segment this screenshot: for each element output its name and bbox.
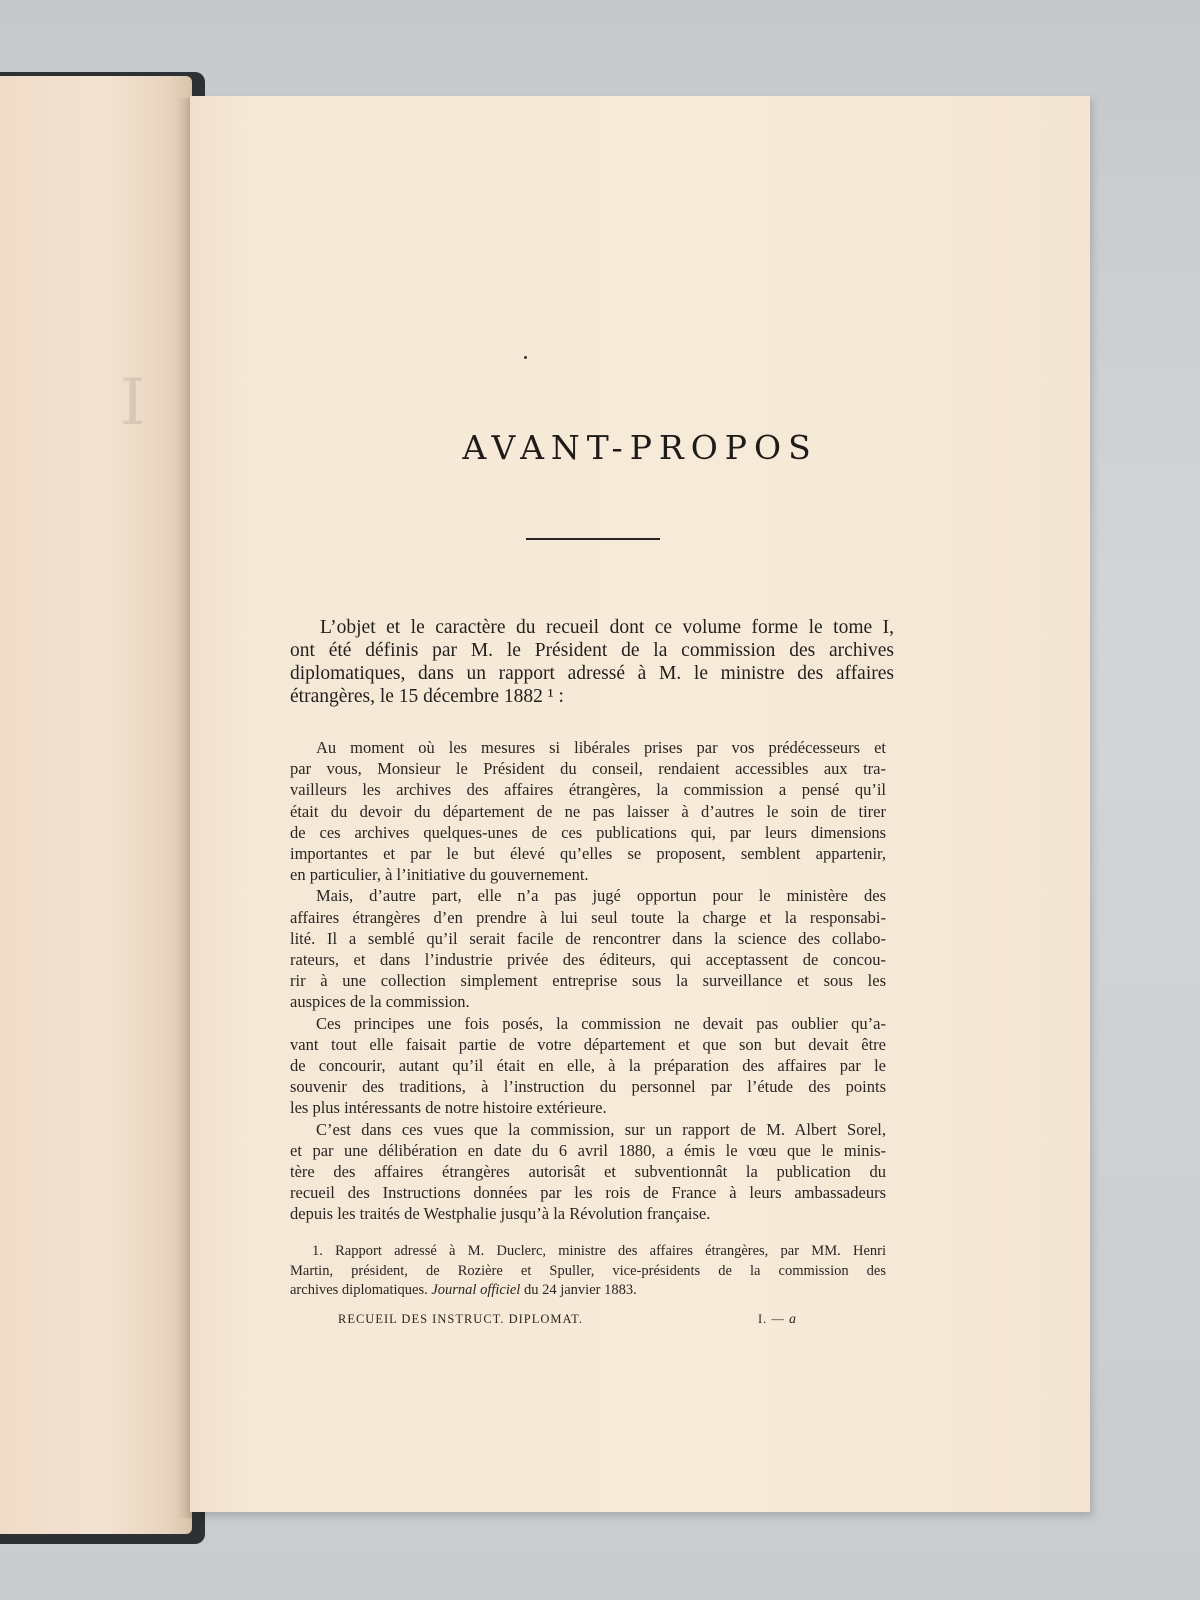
text-line: C’est dans ces vues que la commission, sur un rapport de M. Albert Sorel,	[316, 1119, 886, 1139]
text-line: de ces archives quelques-unes de ces publications qui, par leurs dimensions	[290, 822, 886, 842]
text-line: vailleurs les archives des affaires étrangères, la commission a pensé qu’il	[290, 780, 886, 800]
text-line: par vous, Monsieur le Président du conseil, rendaient accessibles aux tra-	[290, 759, 886, 779]
text-line: recueil des Instructions données par les rois de France à leurs ambassadeurs	[290, 1183, 886, 1203]
text-line: étrangères, le 15 décembre 1882 ¹ :	[290, 686, 564, 707]
footnote	[290, 1242, 886, 1301]
running-footer-title: RECUEIL DES INSTRUCT. DIPLOMAT.	[338, 1312, 584, 1326]
text-line: depuis les traités de Westphalie jusqu’à la Révolution française.	[290, 1204, 711, 1224]
footnote-line: Martin, président, de Rozière et Spuller, vice-présidents de la commission des	[290, 1262, 886, 1279]
signature-mark	[758, 1312, 796, 1328]
text-line: vant tout elle faisait partie de votre département et que son but devait être	[290, 1034, 886, 1054]
signature-letter: a	[789, 1312, 797, 1327]
intro-paragraph	[290, 616, 894, 708]
page-title: AVANT-PROPOS	[462, 428, 818, 467]
footnote-line: 1. Rapport adressé à M. Duclerc, ministre des affaires étrangères, par MM. Henri	[312, 1243, 886, 1259]
text-line: et par une délibération en date du 6 avril 1880, a émis le vœu que le minis-	[290, 1140, 886, 1160]
text-line: tère des affaires étrangères autorisât et subventionnât la publication du	[290, 1162, 886, 1182]
text-line: était du devoir du département de ne pas laisser à d’autres le soin de tirer	[290, 801, 886, 821]
journal-title: Journal officiel	[431, 1282, 521, 1298]
text-line: L’objet et le caractère du recueil dont ce volume forme le tome I,	[320, 617, 894, 638]
text-line: Au moment où les mesures si libérales prises par vos prédécesseurs et	[316, 738, 886, 757]
text-line: de concourir, autant qu’il était en elle, à la préparation des affaires par le	[290, 1056, 886, 1076]
title-rule	[526, 538, 660, 540]
text-line: lité. Il a semblé qu’il serait facile de rencontrer dans la science des collabo-	[290, 928, 886, 948]
text-line: affaires étrangères d’en prendre à lui seul toute la charge et la responsabi-	[290, 907, 886, 927]
text-line: souvenir des traditions, à l’instruction du personnel par l’étude des points	[290, 1077, 886, 1097]
bleed-through-mark: I	[120, 366, 146, 440]
text-line: Ces principes une fois posés, la commission ne devait pas oublier qu’a-	[316, 1013, 886, 1033]
volume-marker: I. —	[758, 1312, 790, 1326]
printer-dot	[524, 356, 527, 359]
text-line: rir à une collection simplement entreprise sous la surveillance et sous les	[290, 971, 886, 991]
text-line: en particulier, à l’initiative du gouvernement.	[290, 865, 589, 885]
left-page	[0, 76, 192, 1534]
text-line: Mais, d’autre part, elle n’a pas jugé opportun pour le ministère des	[316, 886, 886, 906]
quoted-report	[290, 737, 886, 1225]
text-line: rateurs, et dans l’industrie privée des éditeurs, qui acceptassent de concou-	[290, 950, 886, 970]
right-page	[190, 96, 1090, 1512]
text-line: importantes et par le but élevé qu’elles se proposent, semblent appartenir,	[290, 844, 886, 864]
footnote-line	[290, 1281, 886, 1301]
text-line: ont été définis par M. le Président de la commission des archives	[290, 640, 894, 661]
text-line: diplomatiques, dans un rapport adressé à M. le ministre des affaires	[290, 663, 894, 684]
text-line: les plus intéressants de notre histoire extérieure.	[290, 1098, 607, 1118]
footnote-text: archives diplomatiques.	[290, 1282, 428, 1298]
text-line: auspices de la commission.	[290, 992, 470, 1012]
footnote-date: du 24 janvier 1883.	[520, 1282, 637, 1298]
